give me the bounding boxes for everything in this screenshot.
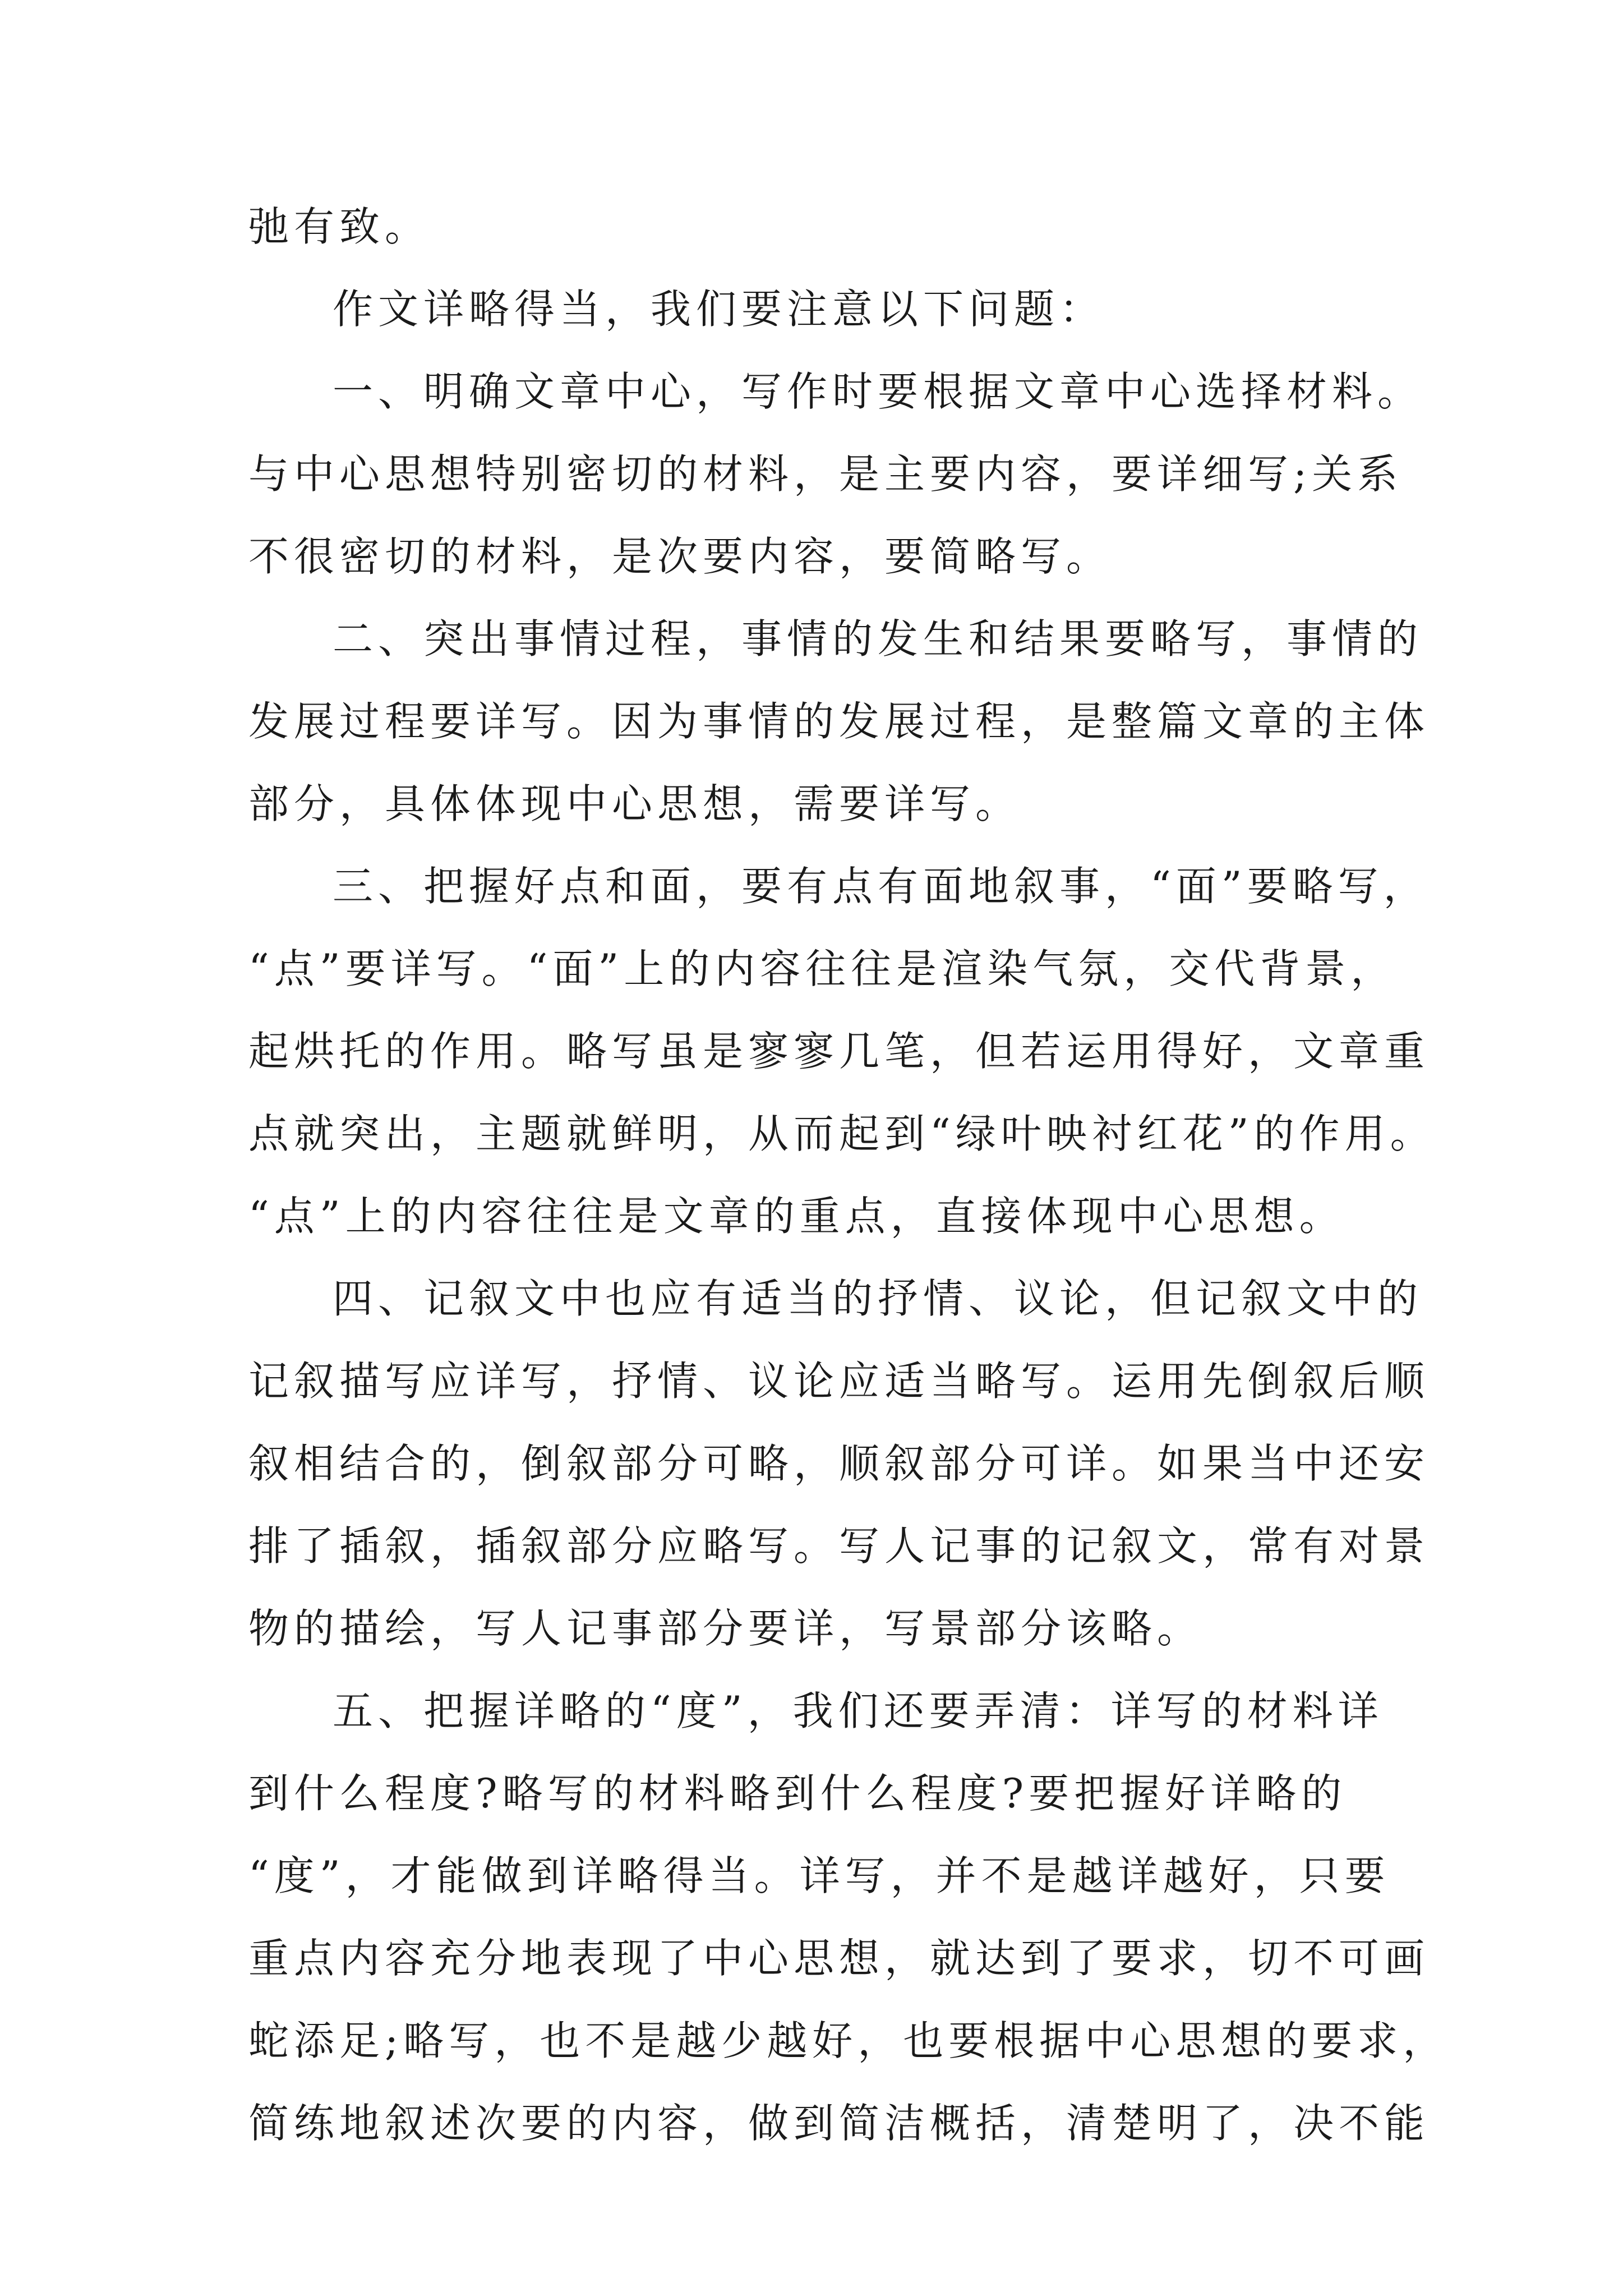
text-line: “点”要详写。“面”上的内容往往是渲染气氛，交代背景，	[248, 945, 1396, 992]
text-line: 四、记叙文中也应有适当的抒情、议论，但记叙文中的	[333, 1275, 1423, 1322]
text-line: 二、突出事情过程，事情的发生和结果要略写，事情的	[333, 615, 1423, 662]
text-line: 一、明确文章中心，写作时要根据文章中心选择材料。	[333, 368, 1423, 415]
text-line: 点就突出，主题就鲜明，从而起到“绿叶映衬红花”的作用。	[248, 1110, 1436, 1157]
text-line: 排了插叙，插叙部分应略写。写人记事的记叙文，常有对景	[248, 1522, 1430, 1570]
text-line: 记叙描写应详写，抒情、议论应适当略写。运用先倒叙后顺	[248, 1358, 1430, 1405]
text-line: 发展过程要详写。因为事情的发展过程，是整篇文章的主体	[248, 698, 1430, 745]
text-line: 三、把握好点和面，要有点有面地叙事，“面”要略写，	[333, 863, 1429, 910]
text-line: 到什么程度?略写的材料略到什么程度?要把握好详略的	[248, 1770, 1347, 1817]
text-line: 与中心思想特别密切的材料，是主要内容，要详细写;关系	[248, 450, 1403, 498]
text-line: 五、把握详略的“度”，我们还要弄清：详写的材料详	[333, 1687, 1384, 1734]
text-line: 叙相结合的，倒叙部分可略，顺叙部分可详。如果当中还安	[248, 1440, 1430, 1487]
text-line: 作文详略得当，我们要注意以下问题：	[333, 286, 1105, 333]
text-line: 弛有致。	[248, 203, 431, 250]
text-line: 物的描绘，写人记事部分要详，写景部分该略。	[248, 1605, 1203, 1652]
text-line: 简练地叙述次要的内容，做到简洁概括，清楚明了，决不能	[248, 2100, 1430, 2147]
text-line: 不很密切的材料，是次要内容，要简略写。	[248, 533, 1112, 580]
text-line: “度”，才能做到详略得当。详写，并不是越详越好，只要	[248, 1852, 1390, 1899]
text-line: 部分，具体体现中心思想，需要详写。	[248, 780, 1021, 827]
text-line: “点”上的内容往往是文章的重点，直接体现中心思想。	[248, 1193, 1345, 1240]
text-line: 起烘托的作用。略写虽是寥寥几笔，但若运用得好，文章重	[248, 1028, 1430, 1075]
text-line: 重点内容充分地表现了中心思想，就达到了要求，切不可画	[248, 1935, 1430, 1982]
text-line: 蛇添足;略写，也不是越少越好，也要根据中心思想的要求，	[248, 2017, 1449, 2064]
